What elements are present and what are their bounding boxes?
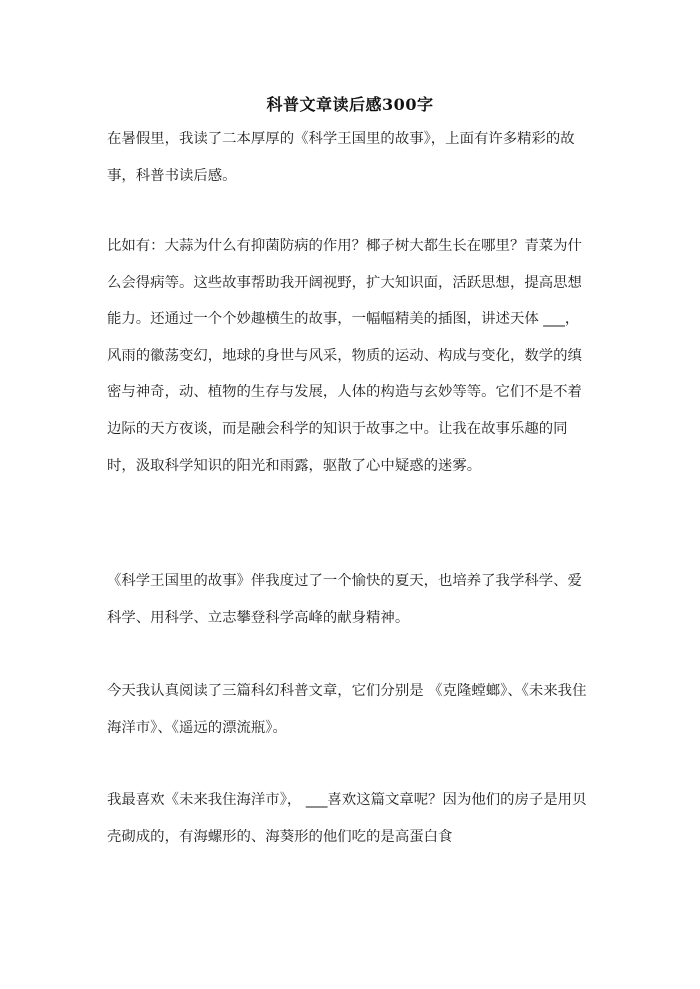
document-title: 科普文章读后感300字 xyxy=(266,95,434,114)
paragraph-examples: 比如有：大蒜为什么有抑菌防病的作用？椰子树大都生长在哪里？青菜为什么会得病等。这些故事帮助我开阔视野，扩大知识面，活跃思想，提高思想能力。还通过一个个妙趣横生的故事，一幅幅精美的插图，讲述天体 ___，风雨的徽荡变幻，地球的身世与风采，物质的运动、构成与变化，数学的缜密与神奇，动、植物的生存与发展，人体的构造与玄妙等等。它们不是不着边际的天方夜谈，而是融会科学的知识于故事之中。让我在故事乐趣的同时，汲取科学知识的阳光和雨露，驱散了心中疑惑的迷雾。 xyxy=(107,238,582,474)
paragraph-intro: 在暑假里，我读了二本厚厚的《科学王国里的故事》，上面有许多精彩的故事，科普书读后感。 xyxy=(107,131,575,184)
paragraph-summer: 《科学王国里的故事》伴我度过了一个愉快的夏天，也培养了我学科学、爱科学、用科学、立志攀登科学高峰的献身精神。 xyxy=(107,573,582,626)
paragraph-three-articles: 今天我认真阅读了三篇科幻科普文章，它们分别是 《克隆螳螂》、《未来我住海洋市》、《遥远的漂流瓶》。 xyxy=(107,683,587,736)
paragraph-favorite: 我最喜欢《未来我住海洋市》， ___喜欢这篇文章呢？因为他们的房子是用贝壳砌成的，有海螺形的、海葵形的他们吃的是高蛋白食 xyxy=(107,792,587,845)
